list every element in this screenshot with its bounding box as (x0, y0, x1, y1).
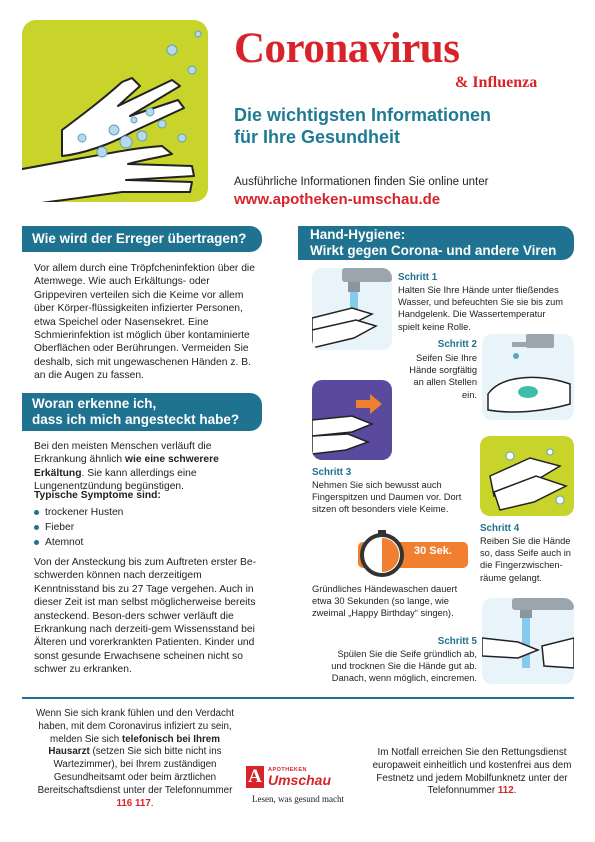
rubbing-hands-icon (480, 436, 574, 516)
step-4-title: Schritt 4 (480, 523, 520, 534)
timer-graphic (352, 530, 470, 578)
footer-right-end: . (513, 785, 517, 797)
list-item (34, 505, 123, 520)
tagline (234, 104, 564, 148)
footer-left-end: . (150, 797, 154, 809)
bullet-icon (34, 540, 39, 545)
bullet-icon (34, 525, 39, 530)
washing-hands-icon (22, 20, 208, 202)
symptoms-intro-part-a: Bei den meisten Menschen verläuft die Erkrankung ähnlich (34, 441, 212, 466)
transmission-text: Vor allem durch eine Tröpfcheninfektion über die Atemwege. Wie auch Erkältungs- oder Grippeviren verteilen sich die Keime vor allem über Körper-flüssigkeiten infizierter Personen, etwa Speichel oder Nasensekret. Eine Schmierinfektion ist möglich über kontaminierte Oberflächen oder Berührungen. Vermeiden Sie deshalb, sich mit ungewaschenen Händen z. B. an die Augen zu fassen. (34, 263, 255, 382)
transmission-heading: Wie wird der Erreger übertragen? (22, 226, 262, 252)
step-1-illustration (312, 268, 392, 350)
step-2-title: Schritt 2 (437, 339, 477, 350)
step-5-text: Spülen Sie die Seife gründlich ab, und trocknen Sie die Hände gut ab. Danach, wenn möglich, eincremen. (331, 649, 477, 684)
symptoms-intro-part-b: . Sie kann allerdings eine Lungenentzündung begünstigen. (34, 467, 197, 493)
symptoms-heading-line-1: Woran erkenne ich, (32, 396, 157, 411)
step-3-text: Nehmen Sie sich bewusst auch Fingerspitzen und Daumen vor. Dort sitzen oft besonders viele Keime. (312, 480, 462, 515)
hero-hands-illustration (22, 20, 208, 202)
page-title: Coronavirus (234, 25, 460, 72)
hand-hygiene-heading-line-1: Hand-Hygiene: (310, 227, 406, 242)
footer-right-part-a: Im Notfall erreichen Sie den Rettungsdienst europaweit einheitlich und kostenfrei aus dem Festnetz und jedem Mobilfunknetz unter der Telefonnummer (372, 747, 572, 797)
footer-right-text (372, 747, 572, 798)
step-2-text: Seifen Sie Ihre Hände sorgfältig an allen Stellen ein. (409, 353, 477, 400)
soap-dispenser-icon (482, 334, 574, 420)
timer-label: 30 Sek. (414, 545, 452, 557)
emergency-phone-number: 112 (497, 785, 514, 797)
symptom-label: Fieber (45, 522, 75, 533)
stopwatch-icon (352, 530, 470, 578)
page-subtitle: & Influenza (455, 74, 538, 91)
logo-small-text: APOTHEKEN (268, 767, 308, 773)
step-2-illustration (482, 334, 574, 420)
footer-divider (22, 697, 574, 699)
list-item (34, 520, 123, 535)
apotheken-umschau-logo (246, 766, 350, 808)
doctor-phone-number: 116 117 (116, 797, 151, 809)
timer-text: Gründliches Händewaschen dauert etwa 30 Sekunden (so lange, wie zweimal „Happy Birthday“ singen). (312, 584, 458, 619)
footer-left-part-a: Wenn Sie sich krank fühlen und den Verdacht haben, mit dem Coronavirus infiziert zu sein, melden Sie sich (35, 708, 235, 745)
symptoms-list-heading: Typische Symptome sind: (34, 490, 161, 501)
footer-left-part-b: (setzen Sie sich bitte nicht ins Wartezimmer), bei Ihrem zuständigen Gesundheitsamt oder beim ärztlichen Bereitschaftsdienst unter der Telefonnummer (37, 746, 233, 796)
step-4-illustration (480, 436, 574, 516)
info-line: Ausführliche Informationen finden Sie online unter (234, 176, 489, 188)
website-link[interactable]: www.apotheken-umschau.de (234, 191, 441, 208)
rinsing-hands-icon (482, 598, 574, 684)
list-item (34, 535, 123, 550)
symptoms-list (34, 505, 123, 550)
symptom-label: Atemnot (45, 537, 84, 548)
hand-hygiene-heading-line-2: Wirkt gegen Corona- und andere Viren (310, 243, 557, 258)
hand-hygiene-heading (298, 226, 574, 260)
logo-main-text: Umschau (268, 772, 332, 788)
tagline-line-1: Die wichtigsten Informationen (234, 105, 492, 125)
logo-slogan: Lesen, was gesund macht (252, 794, 344, 804)
step-3-illustration (312, 380, 392, 460)
step-5-title: Schritt 5 (437, 636, 477, 647)
footer-left-text (30, 708, 240, 810)
pharmacy-a-icon: A (246, 766, 264, 788)
step-5-illustration (482, 598, 574, 684)
tagline-line-2: für Ihre Gesundheit (234, 127, 401, 147)
symptoms-heading-line-2: dass ich mich angesteckt habe? (32, 412, 240, 427)
step-1-text: Halten Sie Ihre Hände unter fließendes Wasser, und befeuchten Sie sie bis zum Handgelenk. Die Wassertemperatur spielt keine Rolle. (398, 285, 564, 332)
symptom-label: trockener Husten (45, 507, 124, 518)
faucet-hands-icon (312, 268, 392, 350)
bullet-icon (34, 510, 39, 515)
symptoms-intro-bold: wie eine schwerere Erkältung (34, 454, 219, 479)
incubation-text: Von der Ansteckung bis zum Auftreten erster Be-schwerden können nach derzeitigem Kenntnisstand bis zu 27 Tage vergehen. Auch in dieser Zeit ist man selbst möglicherweise bereits ansteckend. Beson-ders schwer verläuft die Erkrankung nach derzeiti-gem Wissensstand bei Älteren und vorerkrankten Patienten. Kinder und sonst gesunde Erwachsene scheinen nicht so schwer zu erkranken. (34, 557, 257, 676)
step-4-text: Reiben Sie die Hände so, dass Seife auch in die Fingerzwischen-räume gelangt. (480, 536, 571, 583)
fingertips-icon (312, 380, 392, 460)
symptoms-heading (22, 393, 262, 431)
symptoms-intro (34, 440, 262, 494)
step-1-title: Schritt 1 (398, 272, 438, 283)
step-3-title: Schritt 3 (312, 467, 352, 478)
footer-left-bold: telefonisch bei Ihrem Hausarzt (48, 733, 220, 758)
